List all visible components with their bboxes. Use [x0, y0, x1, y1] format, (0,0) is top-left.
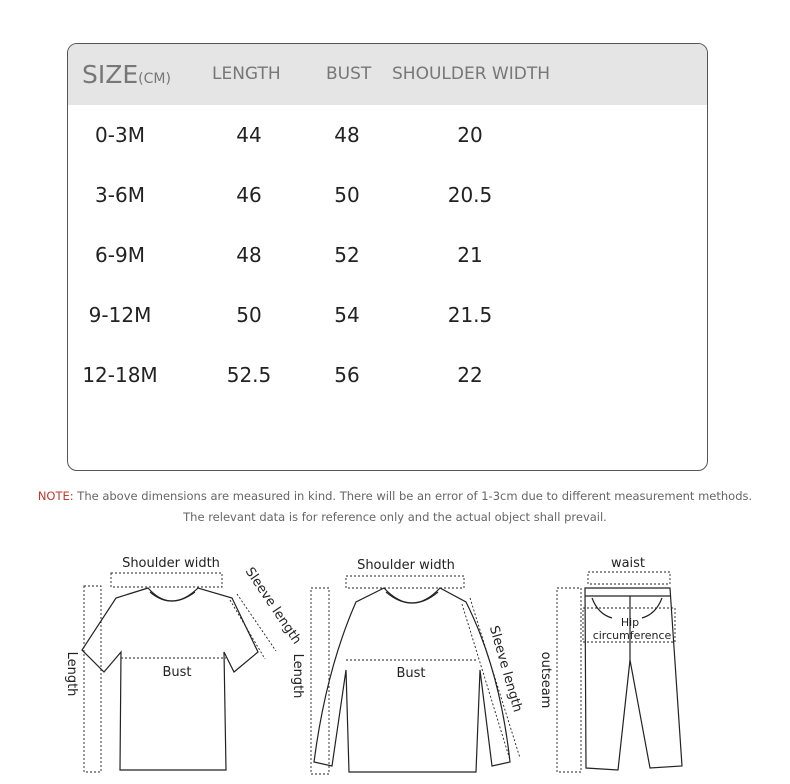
- cell-bust: 50: [334, 183, 360, 207]
- table-row: [68, 165, 707, 225]
- tshirt-shoulder-label: Shoulder width: [122, 556, 220, 571]
- cell-length: 46: [236, 183, 262, 207]
- header-shoulder-width: SHOULDER WIDTH: [392, 64, 550, 84]
- pants-hip-label: Hip: [620, 616, 640, 629]
- cell-bust: 48: [334, 123, 360, 147]
- longsleeve-sleeve-label: Sleeve length: [485, 624, 525, 714]
- pants-waist-label: waist: [610, 556, 646, 571]
- cell-bust: 52: [334, 243, 360, 267]
- longsleeve-length-label: Length: [290, 653, 305, 699]
- cell-shoulder: 21.5: [447, 303, 493, 327]
- table-row: [68, 285, 707, 345]
- cell-shoulder: 20.5: [447, 183, 493, 207]
- note-line-2: The relevant data is for reference only and the actual object shall prevail.: [183, 510, 607, 524]
- tshirt-bust-label: Bust: [162, 665, 192, 680]
- cell-size: 0-3M: [95, 123, 145, 147]
- cell-shoulder: 22: [457, 363, 483, 387]
- header-bust: BUST: [326, 64, 372, 84]
- tshirt-length-label: Length: [64, 651, 79, 697]
- cell-length: 48: [236, 243, 262, 267]
- cell-size: 3-6M: [95, 183, 145, 207]
- tshirt-sleeve-label: Sleeve length: [241, 564, 305, 648]
- cell-size: 9-12M: [88, 303, 152, 327]
- table-row: [68, 225, 707, 285]
- cell-bust: 56: [334, 363, 360, 387]
- measurement-diagrams: [0, 540, 790, 784]
- note-label: NOTE:: [37, 489, 74, 503]
- pants-outseam-label: outseam: [538, 651, 553, 709]
- table-row: [68, 345, 707, 405]
- pants-hip-label-2: circumference: [592, 629, 672, 642]
- table-row: [68, 105, 707, 165]
- cell-length: 44: [236, 123, 262, 147]
- cell-bust: 54: [334, 303, 360, 327]
- header-length: LENGTH: [212, 64, 281, 84]
- cell-length: 50: [236, 303, 262, 327]
- cell-shoulder: 20: [457, 123, 483, 147]
- cell-shoulder: 21: [457, 243, 483, 267]
- longsleeve-shoulder-label: Shoulder width: [357, 558, 455, 573]
- note-line-1: NOTE: The above dimensions are measured in kind. There will be an error of 1-3cm due to different measurement methods.: [37, 489, 753, 503]
- cell-size: 6-9M: [95, 243, 145, 267]
- longsleeve-bust-label: Bust: [396, 666, 426, 681]
- table-header: [68, 44, 707, 105]
- pants-diagram: [557, 572, 682, 772]
- header-size: SIZE(CM): [82, 60, 171, 89]
- size-chart-table: [67, 43, 708, 471]
- cell-size: 12-18M: [82, 363, 158, 387]
- cell-length: 52.5: [226, 363, 272, 387]
